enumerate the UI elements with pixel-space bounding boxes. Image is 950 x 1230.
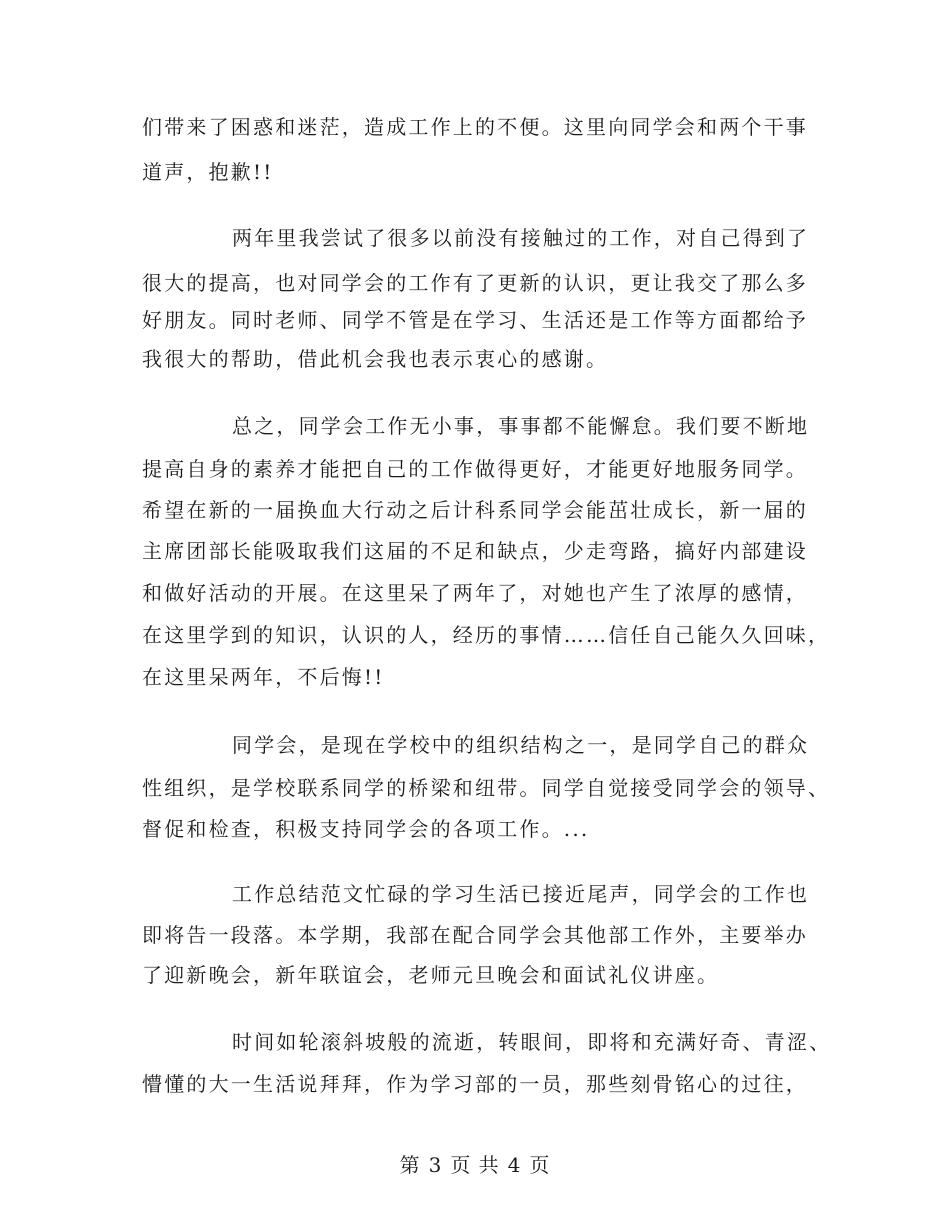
paragraph-2-line-1: 两年里我尝试了很多以前没有接触过的工作，对自己得到了 [232, 226, 810, 250]
paragraph-5-line-2: 即将告一段落。本学期，我部在配合同学会其他部工作外，主要举办 [142, 923, 808, 947]
paragraph-1-line-1: 们带来了困惑和迷茫，造成工作上的不便。这里向同学会和两个干事 [142, 115, 808, 139]
paragraph-3-line-7: 在这里呆两年，不后悔!! [142, 665, 385, 689]
paragraph-6-line-2: 懵懂的大一生活说拜拜，作为学习部的一员，那些刻骨铭心的过往， [142, 1072, 808, 1096]
footer-middle: 页 共 [450, 1153, 500, 1177]
paragraph-5-line-1: 工作总结范文忙碌的学习生活已接近尾声，同学会的工作也 [232, 882, 810, 906]
paragraph-1-line-2: 道声，抱歉!! [142, 160, 274, 184]
paragraph-2-line-2: 很大的提高，也对同学会的工作有了更新的认识，更让我交了那么多 [142, 271, 808, 295]
paragraph-3-line-6: 在这里学到的知识，认识的人，经历的事情……信任自己能久久回味， [142, 623, 831, 647]
page-footer [0, 1152, 950, 1178]
paragraph-4-line-1: 同学会，是现在学校中的组织结构之一，是同学自己的群众 [232, 733, 810, 757]
paragraph-2-line-3: 好朋友。同时老师、同学不管是在学习、生活还是工作等方面都给予 [142, 308, 808, 332]
paragraph-6-line-1: 时间如轮滚斜坡般的流逝，转眼间，即将和充满好奇、青涩、 [232, 1030, 832, 1054]
paragraph-3-line-3: 希望在新的一届换血大行动之后计科系同学会能茁壮成长，新一届的 [142, 498, 808, 522]
footer-prefix: 第 [399, 1153, 421, 1177]
footer-total-pages: 4 [507, 1153, 522, 1177]
paragraph-2-line-4: 我很大的帮助，借此机会我也表示衷心的感谢。 [142, 347, 609, 371]
paragraph-4-line-3: 督促和检查，积极支持同学会的各项工作。... [142, 817, 590, 841]
footer-suffix: 页 [529, 1153, 551, 1177]
footer-current-page: 3 [428, 1153, 443, 1177]
paragraph-5-line-3: 了迎新晚会，新年联谊会，老师元旦晚会和面试礼仪讲座。 [142, 963, 720, 987]
paragraph-3-line-5: 和做好活动的开展。在这里呆了两年了，对她也产生了浓厚的感情， [142, 581, 808, 605]
paragraph-3-line-2: 提高自身的素养才能把自己的工作做得更好，才能更好地服务同学。 [142, 457, 808, 481]
paragraph-4-line-2: 性组织，是学校联系同学的桥梁和纽带。同学自觉接受同学会的领导、 [142, 776, 831, 800]
paragraph-3-line-1: 总之，同学会工作无小事，事事都不能懈怠。我们要不断地 [232, 414, 810, 438]
paragraph-3-line-4: 主席团部长能吸取我们这届的不足和缺点，少走弯路，搞好内部建设 [142, 539, 808, 563]
